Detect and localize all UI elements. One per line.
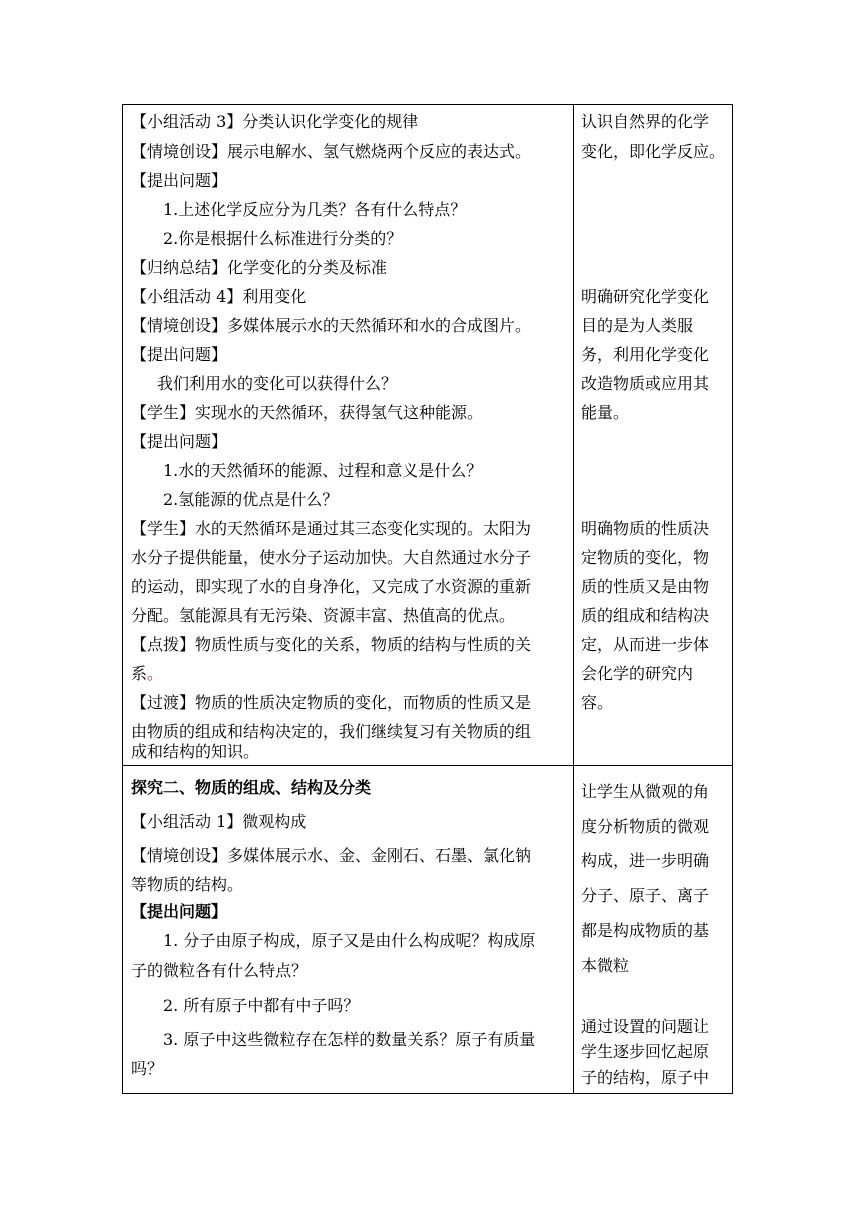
text-line: 【情境创设】展示电解水、氢气燃烧两个反应的表达式。 [131,142,532,161]
text-line: 吗？ [131,1059,164,1078]
text-run: 系 [131,664,148,683]
text-line: 容。 [581,693,614,712]
text-line: 构成，进一步明确 [581,851,710,870]
text-line: 质的性质又是由物 [581,577,710,596]
text-line: 【小组活动 3】分类认识化学变化的规律 [131,112,419,131]
lesson-table [122,104,733,1094]
text-line: 定物质的变化，物 [581,548,710,567]
red-punctuation: 。 [147,664,164,683]
text-line: 子的结构，原子中 [581,1068,710,1087]
text-line: 成和结构的知识。 [131,742,260,761]
text-line: 认识自然界的化学 [581,112,710,131]
text-line: 由物质的组成和结构决定的，我们继续复习有关物质的组 [131,722,532,741]
text-line: 本微粒 [581,956,630,975]
text-line: 1.水的天然循环的能源、过程和意义是什么？ [163,461,483,480]
text-line: 【学生】水的天然循环是通过其三态变化实现的。太阳为 [131,519,532,538]
text-line: 质的组成和结构决 [581,606,710,625]
column-divider [573,105,574,1093]
text-line: 【小组活动 1】微观构成 [131,812,307,831]
text-line: 【提出问题】 [131,902,228,921]
text-line: 通过设置的问题让 [581,1017,710,1036]
text-line: 2. 所有原子中都有中子吗？ [163,996,360,1015]
text-line: 分配。氢能源具有无污染、资源丰富、热值高的优点。 [131,606,516,625]
text-line: 学生逐步回忆起原 [581,1042,710,1061]
text-line: 度分析物质的微观 [581,817,710,836]
text-line: 【提出问题】 [131,345,228,364]
text-line: 我们利用水的变化可以获得什么？ [157,374,398,393]
text-line: 能量。 [581,403,630,422]
text-line: 都是构成物质的基 [581,921,710,940]
text-line: 【情境创设】多媒体展示水、金、金刚石、石墨、氯化钠 [131,846,532,865]
text-line: 2.你是根据什么标准进行分类的？ [163,229,403,248]
text-line: 分子、原子、离子 [581,886,710,905]
text-line: 【学生】实现水的天然循环，获得氢气这种能源。 [131,403,484,422]
text-line: 让学生从微观的角 [581,782,710,801]
text-line: 等物质的结构。 [131,875,244,894]
text-line: 目的是为人类服 [581,316,694,335]
text-line: 的运动，即实现了水的自身净化，又完成了水资源的重新 [131,577,532,596]
text-line: 子的微粒各有什么特点？ [131,961,308,980]
text-line: 3. 原子中这些微粒存在怎样的数量关系？原子有质量 [163,1030,536,1049]
text-line: 明确物质的性质决 [581,519,710,538]
text-line: 【提出问题】 [131,432,228,451]
text-line: 【过渡】物质的性质决定物质的变化，而物质的性质又是 [131,693,532,712]
text-line: 【提出问题】 [131,171,228,190]
section-heading: 探究二、物质的组成、结构及分类 [131,778,372,797]
text-line: 明确研究化学变化 [581,287,710,306]
text-line: 2.氢能源的优点是什么？ [163,490,339,509]
text-line: 水分子提供能量，使水分子运动加快。大自然通过水分子 [131,548,532,567]
text-line: 1.上述化学反应分为几类？各有什么特点？ [163,200,467,219]
text-line: 变化，即化学反应。 [581,142,726,161]
text-line: 【情境创设】多媒体展示水的天然循环和水的合成图片。 [131,316,532,335]
text-line: 改造物质或应用其 [581,374,710,393]
text-line: 【归纳总结】化学变化的分类及标准 [131,258,388,277]
text-line: 【点拨】物质性质与变化的关系，物质的结构与性质的关 [131,635,532,654]
text-line: 会化学的研究内 [581,664,694,683]
text-line: 务，利用化学变化 [581,345,710,364]
text-line: 定，从而进一步体 [581,635,710,654]
text-line: 【小组活动 4】利用变化 [131,287,307,306]
row-divider [123,765,732,766]
text-line [131,663,163,685]
text-line: 1. 分子由原子构成，原子又是由什么构成呢？构成原 [163,931,536,950]
